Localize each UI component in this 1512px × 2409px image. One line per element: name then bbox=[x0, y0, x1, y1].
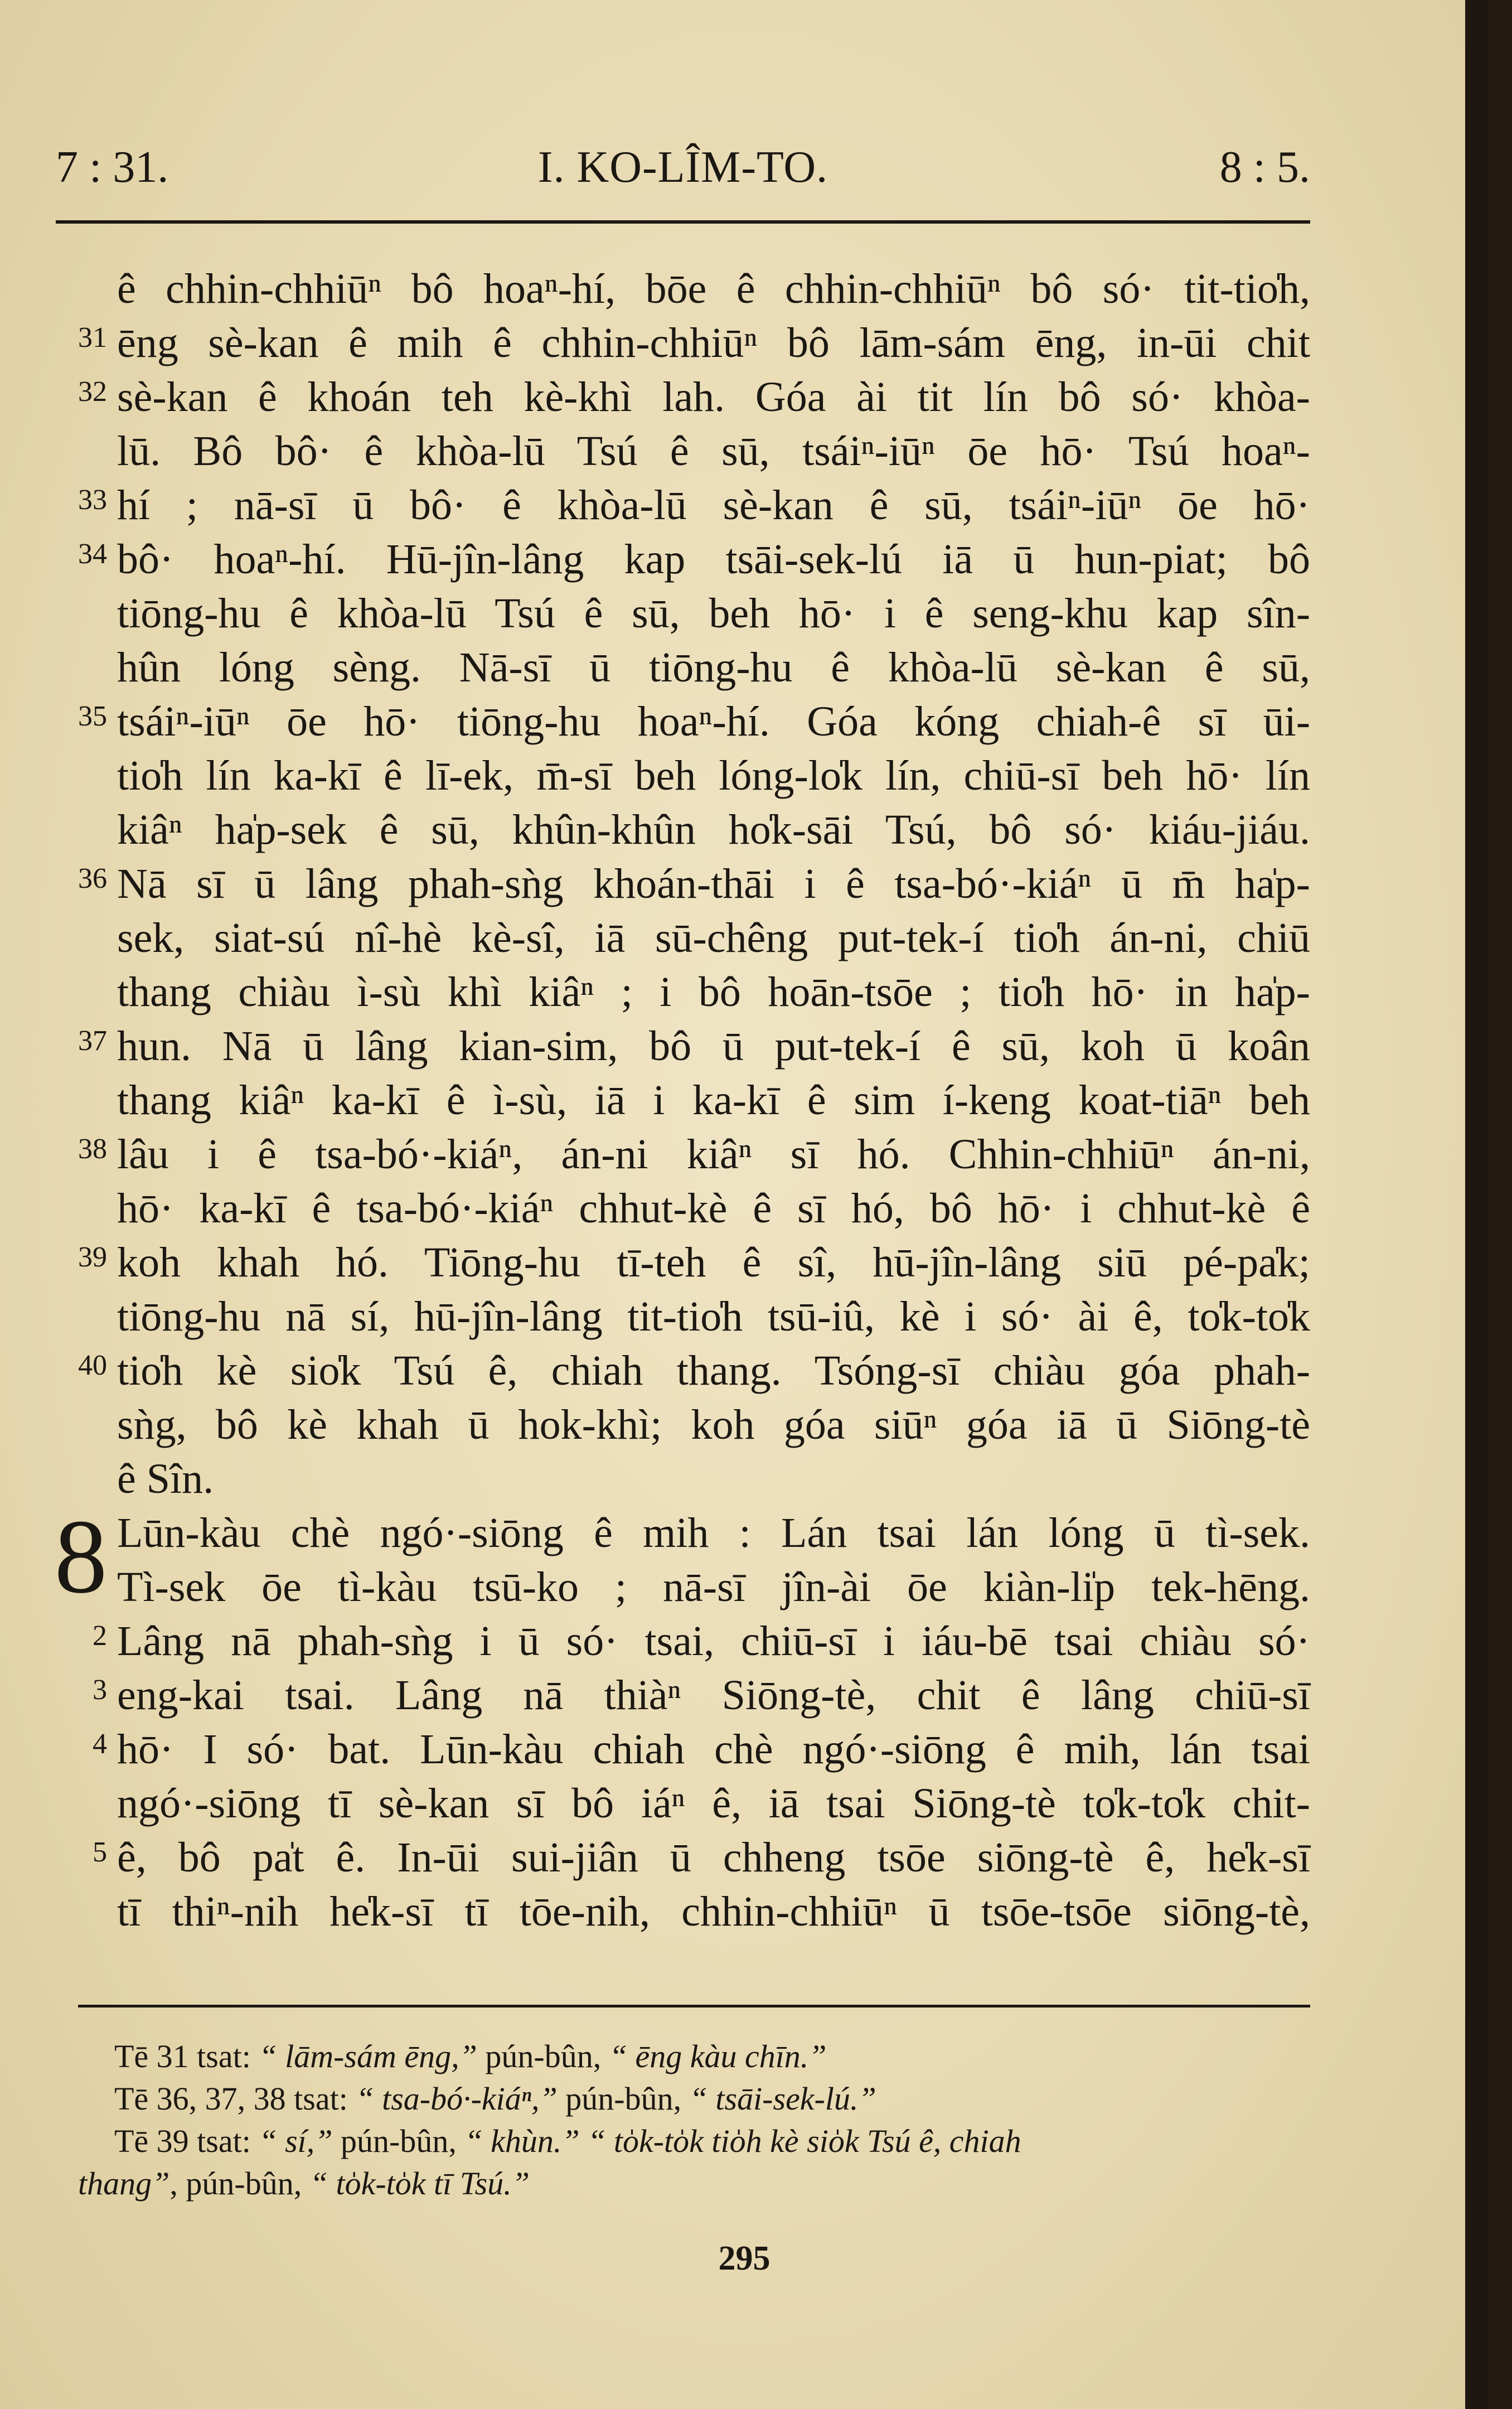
text-line bbox=[56, 478, 1310, 533]
line-text: lū. Bô bô· ê khòa-lū Tsú ê sū, tsáiⁿ-iūⁿ ōe hō· Tsú hoaⁿ- bbox=[117, 428, 1310, 475]
text-line bbox=[56, 424, 1310, 478]
line-text: kiâⁿ ha̍p-sek ê sū, khûn-khûn ho̍k-sāi Tsú, bô só· kiáu-jiáu. bbox=[117, 806, 1310, 853]
line-text: ê Sîn. bbox=[117, 1455, 214, 1502]
text-line bbox=[56, 749, 1310, 803]
text-line bbox=[56, 1344, 1310, 1398]
verse-number: 37 bbox=[78, 1025, 107, 1057]
text-line bbox=[56, 262, 1310, 316]
page-number: 295 bbox=[718, 2239, 770, 2277]
footnote-part: “ to̍k-to̍k tī Tsú.” bbox=[309, 2165, 530, 2202]
line-text: tsáiⁿ-iūⁿ ōe hō· tiōng-hu hoaⁿ-hí. Góa kóng chiah-ê sī ūi- bbox=[117, 698, 1310, 745]
footnote-part: “ sí,” bbox=[259, 2123, 333, 2159]
line-text: hí ; nā-sī ū bô· ê khòa-lū sè-kan ê sū, tsáiⁿ-iūⁿ ōe hō· bbox=[117, 482, 1310, 529]
text-line bbox=[56, 1885, 1310, 1939]
line-text: sek, siat-sú nî-hè kè-sî, iā sū-chêng put-tek-í tio̍h án-ni, chiū bbox=[117, 915, 1310, 961]
line-text: hûn lóng sèng. Nā-sī ū tiōng-hu ê khòa-lū sè-kan ê sū, bbox=[117, 644, 1310, 691]
footnote-part: Tē 39 tsat: bbox=[114, 2123, 259, 2159]
text-line bbox=[56, 641, 1310, 695]
text-line bbox=[56, 1560, 1310, 1614]
text-line bbox=[56, 1398, 1310, 1452]
line-text: tiōng-hu nā sí, hū-jîn-lâng tit-tio̍h tsū-iû, kè i só· ài ê, to̍k-to̍k bbox=[117, 1293, 1310, 1340]
line-text: Lūn-kàu chè ngó·-siōng ê mih : Lán tsai lán lóng ū tì-sek. bbox=[117, 1510, 1310, 1556]
line-text: Nā sī ū lâng phah-sǹg khoán-thāi i ê tsa-bó·-kiáⁿ ū m̄ ha̍p- bbox=[117, 860, 1310, 907]
line-text: tio̍h kè sio̍k Tsú ê, chiah thang. Tsóng-sī chiàu góa phah- bbox=[117, 1347, 1310, 1394]
footnote-part: “ lām-sám ēng,” bbox=[259, 2038, 477, 2074]
line-text: thang kiâⁿ ka-kī ê ì-sù, iā i ka-kī ê sim í-keng koat-tiāⁿ beh bbox=[117, 1077, 1310, 1124]
line-text: ēng sè-kan ê mih ê chhin-chhiūⁿ bô lām-sám ēng, in-ūi chit bbox=[117, 320, 1310, 366]
text-line bbox=[56, 911, 1310, 965]
line-text: hō· I só· bat. Lūn-kàu chiah chè ngó·-siōng ê mih, lán tsai bbox=[117, 1726, 1310, 1773]
line-text: lâu i ê tsa-bó·-kiáⁿ, án-ni kiâⁿ sī hó. Chhin-chhiūⁿ án-ni, bbox=[117, 1131, 1310, 1178]
line-text: tī thiⁿ-nih he̍k-sī tī tōe-nih, chhin-chhiūⁿ ū tsōe-tsōe siōng-tè, bbox=[117, 1888, 1310, 1935]
footnote-part: , pún-bûn, bbox=[169, 2165, 310, 2202]
text-line bbox=[56, 803, 1310, 857]
footnote-part: pún-bûn, bbox=[332, 2123, 465, 2159]
verse-number: 40 bbox=[78, 1349, 107, 1381]
line-text: ngó·-siōng tī sè-kan sī bô iáⁿ ê, iā tsai Siōng-tè to̍k-to̍k chit- bbox=[117, 1780, 1310, 1827]
text-line bbox=[56, 1073, 1310, 1128]
text-line bbox=[56, 1128, 1310, 1182]
line-text: sè-kan ê khoán teh kè-khì lah. Góa ài tit lín bô só· khòa- bbox=[117, 374, 1310, 420]
header-left-ref: 7 : 31. bbox=[56, 143, 169, 192]
line-text: koh khah hó. Tiōng-hu tī-teh ê sî, hū-jîn-lâng siū pé-pa̍k; bbox=[117, 1239, 1310, 1286]
text-line bbox=[56, 1236, 1310, 1290]
verse-number: 34 bbox=[78, 538, 107, 570]
text-line bbox=[56, 533, 1310, 587]
footnote-part: Tē 31 tsat: bbox=[114, 2038, 259, 2074]
verse-number: 33 bbox=[78, 484, 107, 516]
text-line bbox=[56, 1019, 1310, 1073]
text-line bbox=[56, 587, 1310, 641]
chapter-number: 8 bbox=[54, 1498, 108, 1615]
footnote-part: “ tsāi-sek-lú.” bbox=[689, 2081, 876, 2117]
header-rule bbox=[56, 220, 1310, 224]
line-text: ê, bô pa̍t ê. In-ūi sui-jiân ū chheng tsōe siōng-tè ê, he̍k-sī bbox=[117, 1834, 1310, 1881]
footnote-rule bbox=[78, 2005, 1310, 2008]
text-line bbox=[56, 695, 1310, 749]
verse-number: 5 bbox=[93, 1836, 107, 1868]
verse-number: 35 bbox=[78, 700, 107, 732]
running-header bbox=[56, 134, 1310, 201]
text-line bbox=[56, 1290, 1310, 1344]
header-book-title: I. KO-LÎM-TO. bbox=[537, 143, 828, 192]
footnote-part: pún-bûn, bbox=[477, 2038, 609, 2074]
line-text: eng-kai tsai. Lâng nā thiàⁿ Siōng-tè, chit ê lâng chiū-sī bbox=[117, 1672, 1310, 1719]
footnote-part: pún-bûn, bbox=[557, 2081, 690, 2117]
verse-number: 38 bbox=[78, 1133, 107, 1165]
text-line bbox=[56, 1614, 1310, 1668]
line-text: hō· ka-kī ê tsa-bó·-kiáⁿ chhut-kè ê sī hó, bô hō· i chhut-kè ê bbox=[117, 1185, 1310, 1232]
footnote-line bbox=[78, 2035, 1310, 2078]
header-right-ref: 8 : 5. bbox=[1219, 143, 1310, 192]
verse-number: 31 bbox=[78, 322, 107, 354]
text-line bbox=[56, 1452, 1310, 1506]
footnote-part: Tē 36, 37, 38 tsat: bbox=[114, 2081, 356, 2117]
page-edge bbox=[1465, 0, 1489, 2409]
text-line bbox=[56, 1668, 1310, 1723]
text-line bbox=[56, 1182, 1310, 1236]
text-line bbox=[56, 1777, 1310, 1831]
text-line bbox=[56, 1831, 1310, 1885]
footnote-line bbox=[78, 2163, 1310, 2205]
text-line bbox=[56, 965, 1310, 1019]
line-text: sǹg, bô kè khah ū hok-khì; koh góa siūⁿ góa iā ū Siōng-tè bbox=[117, 1401, 1310, 1448]
verse-number: 32 bbox=[78, 376, 107, 408]
verse-number: 39 bbox=[78, 1241, 107, 1273]
footnote-part: thang” bbox=[78, 2165, 170, 2202]
line-text: ê chhin-chhiūⁿ bô hoaⁿ-hí, bōe ê chhin-chhiūⁿ bô só· tit-tio̍h, bbox=[117, 265, 1310, 312]
verse-number: 2 bbox=[93, 1620, 107, 1652]
line-text: bô· hoaⁿ-hí. Hū-jîn-lâng kap tsāi-sek-lú iā ū hun-piat; bô bbox=[117, 536, 1310, 583]
verse-number: 36 bbox=[78, 863, 107, 894]
line-text: Lâng nā phah-sǹg i ū só· tsai, chiū-sī i iáu-bē tsai chiàu só· bbox=[117, 1618, 1310, 1665]
footnote-part: “ khùn.” “ to̍k-to̍k tio̍h kè sio̍k Tsú ê, chiah bbox=[464, 2123, 1021, 2159]
footnote-part: “ ēng kàu chīn.” bbox=[609, 2038, 827, 2074]
text-line bbox=[56, 370, 1310, 424]
footnotes bbox=[78, 2035, 1310, 2205]
text-line bbox=[56, 1723, 1310, 1777]
verse-number: 4 bbox=[93, 1728, 107, 1760]
footnote-part: “ tsa-bó·-kiáⁿ,” bbox=[356, 2081, 558, 2117]
line-text: tio̍h lín ka-kī ê lī-ek, m̄-sī beh lóng-lo̍k lín, chiū-sī beh hō· lín bbox=[117, 752, 1310, 799]
footnote-line bbox=[78, 2120, 1310, 2163]
text-line bbox=[56, 857, 1310, 911]
scripture-text bbox=[56, 262, 1310, 1939]
verse-number: 3 bbox=[93, 1674, 107, 1706]
line-text: tiōng-hu ê khòa-lū Tsú ê sū, beh hō· i ê seng-khu kap sîn- bbox=[117, 590, 1310, 637]
line-text: hun. Nā ū lâng kian-sim, bô ū put-tek-í ê sū, koh ū koân bbox=[117, 1023, 1310, 1070]
line-text: thang chiàu ì-sù khì kiâⁿ ; i bô hoān-tsōe ; tio̍h hō· in ha̍p- bbox=[117, 969, 1310, 1015]
footnote-line bbox=[78, 2078, 1310, 2120]
text-line bbox=[56, 316, 1310, 370]
line-text: Tì-sek ōe tì-kàu tsū-ko ; nā-sī jîn-ài ōe kiàn-li̍p tek-hēng. bbox=[117, 1564, 1310, 1610]
